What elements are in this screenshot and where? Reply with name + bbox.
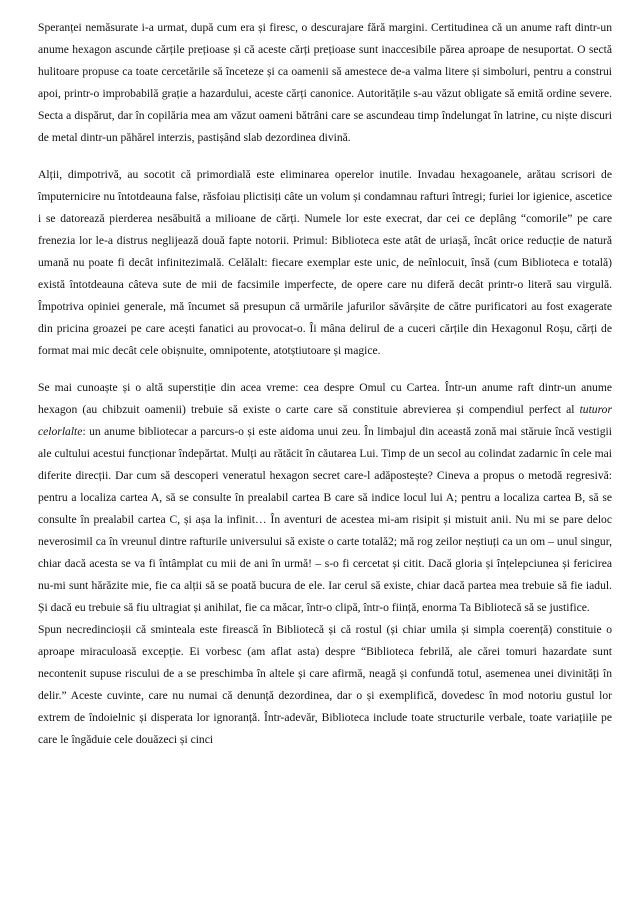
paragraph-1: Speranței nemăsurate i-a urmat, după cum era și firesc, o descurajare fără margini. Certitudinea că un anume raft dintr-un anume hexagon ascunde cărțile prețioase și că aceste cărți prețioase sunt inaccesibile părea aproape de nesuportat. O sectă hulitoare propuse ca toate cercetările să înceteze și ca oamenii să amestece de-a valma litere și simboluri, pentru a construi apoi, printr-o improbabilă grație a hazardului, aceste cărți canonice. Autoritățile s-au văzut obligate să emită ordine severe. Secta a dispărut, dar în copilăria mea am văzut oameni bătrâni care se ascundeau timp îndelungat în latrine, cu niște discuri de metal dintr-un păhărel interzis, pastișând slab dezordinea divină. xyxy=(38,21,612,144)
paragraph-3-text-start: Se mai cunoaște și o altă superstiție din acea vreme: cea despre Omul cu Cartea. Într-un anume raft dintr-un anume hexagon (au chibzuit oamenii) trebuie să existe o carte care să constituie abrevierea și compendiul perfect al xyxy=(38,381,612,416)
paragraph-3 xyxy=(38,377,612,619)
paragraph-3-italic-phrase: tuturor celorlalte xyxy=(38,403,612,438)
paragraph-2: Alții, dimpotrivă, au socotit că primordială este eliminarea operelor inutile. Invadau hexagoanele, arătau scrisori de împuternicire nu întotdeauna false, răsfoiau plictisiți câte un volum și condamnau rafturi întregi; furiei lor igienice, ascetice i se datorează pierderea nesăbuită a milioane de cărți. Numele lor este execrat, dar cei ce deplâng “comorile” pe care frenezia lor le-a distrus neglijează două fapte notorii. Primul: Biblioteca este atât de uriașă, încât orice reducție de natură umană nu poate fi decât infinitezimală. Celălalt: fiecare exemplar este unic, de neînlocuit, însă (cum Biblioteca e totală) există întotdeauna câteva sute de mii de facsimile imperfecte, de opere care nu diferă decât printr-o literă sau virgulă. Împotriva opiniei generale, mă încumet să presupun că urmările jafurilor săvârșite de către purificatori au fost exagerate din pricina groazei pe care acești fanatici au provocat-o. Îi mâna delirul de a cuceri cărțile din Hexagonul Roșu, cărți de format mai mic decât cele obișnuite, omnipotente, atotștiutoare și magice. xyxy=(38,168,612,357)
paragraph-4: Spun necredincioșii că sminteala este firească în Bibliotecă și că rostul (și chiar umila și simpla coerență) constituie o aproape miraculoasă excepție. Ei vorbesc (am aflat asta) despre “Biblioteca febrilă, ale cărei tomuri hazardate sunt necontenit supuse riscului de a se preschimba în altele și care afirmă, neagă și confundă totul, asemenea unei divinități în delir.” Aceste cuvinte, care nu numai că denunță dezordinea, dar o și exemplifică, dovedesc în mod notoriu gustul lor extrem de îndoielnic și disperata lor ignoranță. Într-adevăr, Biblioteca include toate structurile verbale, toate variațiile pe care le îngăduie cele douăzeci și cinci xyxy=(38,623,612,746)
paragraph-3-text-end: : un anume bibliotecar a parcurs-o și este aidoma unui zeu. În limbajul din această zonă mai stăruie încă vestigii ale cultului acestui funcționar îndepărtat. Mulți au rătăcit în căutarea Lui. Timp de un secol au colindat zadarnic în cele mai diferite direcții. Dar cum să descoperi veneratul hexagon secret care-l adăpostește? Cineva a propus o metodă regresivă: pentru a localiza cartea A, să se consulte în prealabil cartea B care să indice locul lui A; pentru a localiza cartea B, să se consulte în prealabil cartea C, și așa la infinit… În aventuri de acestea mi-am risipit și mistuit anii. Nu mi se pare deloc neverosimil ca în vreunul dintre rafturile universului să existe o carte totală2; mă rog zeilor neștiuți ca un om – unul singur, chiar dacă acesta se va fi întâmplat cu mii de ani în urmă! – s-o fi cercetat și citit. Dacă gloria și înțelepciunea și fericirea nu-mi sunt hărăzite mie, fie ca alții să se poată bucura de ele. Iar cerul să existe, chiar dacă partea mea trebuie să fie iadul. Și dacă eu trebuie să fiu ultragiat și anihilat, fie ca măcar, într-o clipă, într-o ființă, enorma Ta Bibliotecă să se justifice. xyxy=(38,425,612,614)
